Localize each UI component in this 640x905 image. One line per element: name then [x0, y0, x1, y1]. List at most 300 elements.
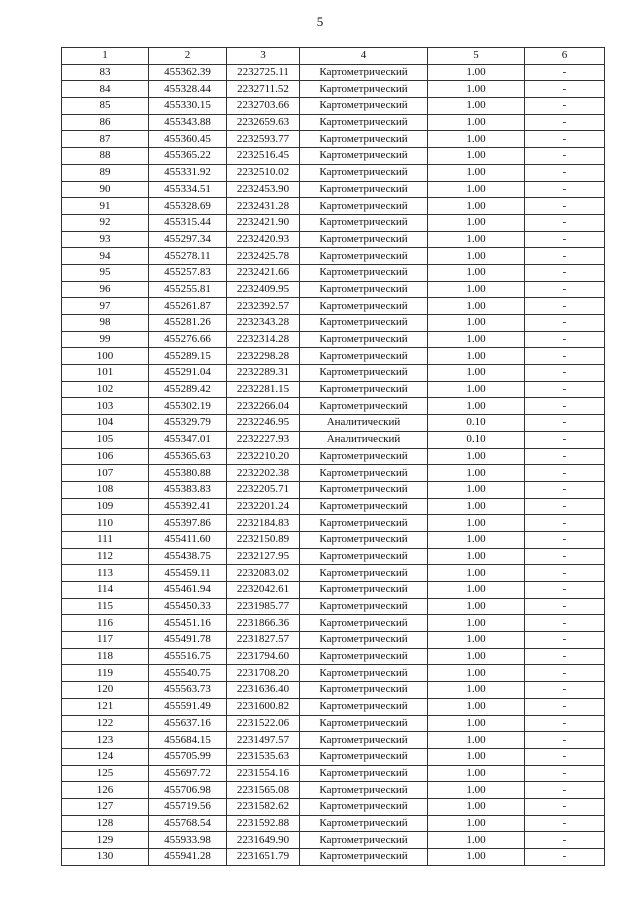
method-cell: Картометрический: [300, 248, 428, 265]
method-cell: Картометрический: [300, 298, 428, 315]
note-cell: -: [525, 615, 605, 632]
table-row: [62, 849, 605, 866]
y-coordinate-cell: 2232431.28: [227, 198, 300, 215]
note-cell: -: [525, 531, 605, 548]
point-number-cell: 118: [62, 648, 149, 665]
y-coordinate-cell: 2232314.28: [227, 331, 300, 348]
note-cell: -: [525, 365, 605, 382]
point-number-cell: 99: [62, 331, 149, 348]
point-number-cell: 116: [62, 615, 149, 632]
accuracy-cell: 1.00: [428, 849, 525, 866]
page-number: 5: [316, 14, 324, 29]
note-cell: -: [525, 131, 605, 148]
accuracy-cell: 1.00: [428, 632, 525, 649]
x-coordinate-cell: 455941.28: [149, 849, 227, 866]
method-cell: Картометрический: [300, 798, 428, 815]
method-cell: Картометрический: [300, 498, 428, 515]
table-row: [62, 498, 605, 515]
note-cell: -: [525, 81, 605, 98]
point-number-cell: 114: [62, 582, 149, 599]
coordinates-table: [61, 47, 605, 866]
accuracy-cell: 1.00: [428, 465, 525, 482]
table-row: [62, 398, 605, 415]
accuracy-cell: 1.00: [428, 748, 525, 765]
point-number-cell: 107: [62, 465, 149, 482]
point-number-cell: 130: [62, 849, 149, 866]
y-coordinate-cell: 2232453.90: [227, 181, 300, 198]
accuracy-cell: 1.00: [428, 264, 525, 281]
x-coordinate-cell: 455684.15: [149, 732, 227, 749]
column-header: 6: [525, 48, 605, 65]
point-number-cell: 127: [62, 798, 149, 815]
note-cell: -: [525, 732, 605, 749]
column-header: 2: [149, 48, 227, 65]
method-cell: Картометрический: [300, 381, 428, 398]
method-cell: Картометрический: [300, 448, 428, 465]
method-cell: Картометрический: [300, 81, 428, 98]
y-coordinate-cell: 2231592.88: [227, 815, 300, 832]
point-number-cell: 93: [62, 231, 149, 248]
x-coordinate-cell: 455331.92: [149, 164, 227, 181]
y-coordinate-cell: 2232343.28: [227, 315, 300, 332]
y-coordinate-cell: 2232409.95: [227, 281, 300, 298]
table-row: [62, 832, 605, 849]
y-coordinate-cell: 2231582.62: [227, 798, 300, 815]
y-coordinate-cell: 2232266.04: [227, 398, 300, 415]
accuracy-cell: 1.00: [428, 381, 525, 398]
method-cell: Аналитический: [300, 415, 428, 432]
column-header: 4: [300, 48, 428, 65]
method-cell: Картометрический: [300, 598, 428, 615]
y-coordinate-cell: 2232210.20: [227, 448, 300, 465]
table-row: [62, 732, 605, 749]
table-row: [62, 98, 605, 115]
y-coordinate-cell: 2232392.57: [227, 298, 300, 315]
table-header-row: [62, 48, 605, 65]
table-row: [62, 331, 605, 348]
table-row: [62, 148, 605, 165]
x-coordinate-cell: 455411.60: [149, 531, 227, 548]
accuracy-cell: 1.00: [428, 515, 525, 532]
table-row: [62, 348, 605, 365]
method-cell: Картометрический: [300, 615, 428, 632]
method-cell: Картометрический: [300, 815, 428, 832]
y-coordinate-cell: 2232659.63: [227, 114, 300, 131]
column-header: 3: [227, 48, 300, 65]
note-cell: -: [525, 381, 605, 398]
point-number-cell: 101: [62, 365, 149, 382]
method-cell: Картометрический: [300, 164, 428, 181]
accuracy-cell: 1.00: [428, 598, 525, 615]
method-cell: Картометрический: [300, 682, 428, 699]
x-coordinate-cell: 455334.51: [149, 181, 227, 198]
note-cell: -: [525, 348, 605, 365]
point-number-cell: 87: [62, 131, 149, 148]
x-coordinate-cell: 455302.19: [149, 398, 227, 415]
note-cell: -: [525, 64, 605, 81]
table-row: [62, 315, 605, 332]
note-cell: -: [525, 281, 605, 298]
accuracy-cell: 1.00: [428, 348, 525, 365]
table-row: [62, 198, 605, 215]
accuracy-cell: 0.10: [428, 415, 525, 432]
y-coordinate-cell: 2232201.24: [227, 498, 300, 515]
table-row: [62, 114, 605, 131]
method-cell: Картометрический: [300, 331, 428, 348]
accuracy-cell: 1.00: [428, 298, 525, 315]
table-row: [62, 164, 605, 181]
accuracy-cell: 1.00: [428, 715, 525, 732]
x-coordinate-cell: 455591.49: [149, 698, 227, 715]
method-cell: Картометрический: [300, 64, 428, 81]
y-coordinate-cell: 2232420.93: [227, 231, 300, 248]
x-coordinate-cell: 455459.11: [149, 565, 227, 582]
table-row: [62, 214, 605, 231]
x-coordinate-cell: 455719.56: [149, 798, 227, 815]
point-number-cell: 90: [62, 181, 149, 198]
x-coordinate-cell: 455362.39: [149, 64, 227, 81]
x-coordinate-cell: 455450.33: [149, 598, 227, 615]
method-cell: Картометрический: [300, 348, 428, 365]
point-number-cell: 89: [62, 164, 149, 181]
note-cell: -: [525, 214, 605, 231]
x-coordinate-cell: 455343.88: [149, 114, 227, 131]
point-number-cell: 122: [62, 715, 149, 732]
note-cell: -: [525, 398, 605, 415]
method-cell: Картометрический: [300, 264, 428, 281]
y-coordinate-cell: 2232246.95: [227, 415, 300, 432]
method-cell: Картометрический: [300, 465, 428, 482]
method-cell: Картометрический: [300, 665, 428, 682]
accuracy-cell: 1.00: [428, 765, 525, 782]
note-cell: -: [525, 331, 605, 348]
note-cell: -: [525, 798, 605, 815]
accuracy-cell: 1.00: [428, 582, 525, 599]
point-number-cell: 120: [62, 682, 149, 699]
x-coordinate-cell: 455261.87: [149, 298, 227, 315]
accuracy-cell: 1.00: [428, 131, 525, 148]
note-cell: -: [525, 415, 605, 432]
note-cell: -: [525, 264, 605, 281]
accuracy-cell: 1.00: [428, 665, 525, 682]
x-coordinate-cell: 455383.83: [149, 481, 227, 498]
table-row: [62, 481, 605, 498]
y-coordinate-cell: 2232711.52: [227, 81, 300, 98]
method-cell: Картометрический: [300, 565, 428, 582]
method-cell: Картометрический: [300, 765, 428, 782]
point-number-cell: 106: [62, 448, 149, 465]
table-row: [62, 365, 605, 382]
x-coordinate-cell: 455276.66: [149, 331, 227, 348]
method-cell: Картометрический: [300, 632, 428, 649]
x-coordinate-cell: 455330.15: [149, 98, 227, 115]
x-coordinate-cell: 455697.72: [149, 765, 227, 782]
table-row: [62, 582, 605, 599]
x-coordinate-cell: 455933.98: [149, 832, 227, 849]
x-coordinate-cell: 455365.63: [149, 448, 227, 465]
table-row: [62, 698, 605, 715]
note-cell: -: [525, 565, 605, 582]
note-cell: -: [525, 448, 605, 465]
accuracy-cell: 1.00: [428, 815, 525, 832]
point-number-cell: 108: [62, 481, 149, 498]
note-cell: -: [525, 648, 605, 665]
accuracy-cell: 1.00: [428, 198, 525, 215]
y-coordinate-cell: 2232593.77: [227, 131, 300, 148]
y-coordinate-cell: 2232510.02: [227, 164, 300, 181]
point-number-cell: 83: [62, 64, 149, 81]
table-row: [62, 648, 605, 665]
y-coordinate-cell: 2232421.90: [227, 214, 300, 231]
accuracy-cell: 1.00: [428, 531, 525, 548]
point-number-cell: 125: [62, 765, 149, 782]
accuracy-cell: 1.00: [428, 732, 525, 749]
table-row: [62, 565, 605, 582]
note-cell: -: [525, 231, 605, 248]
note-cell: -: [525, 665, 605, 682]
column-header: 1: [62, 48, 149, 65]
point-number-cell: 113: [62, 565, 149, 582]
table-row: [62, 248, 605, 265]
note-cell: -: [525, 298, 605, 315]
note-cell: -: [525, 148, 605, 165]
note-cell: -: [525, 114, 605, 131]
x-coordinate-cell: 455347.01: [149, 431, 227, 448]
table-row: [62, 615, 605, 632]
x-coordinate-cell: 455451.16: [149, 615, 227, 632]
note-cell: -: [525, 198, 605, 215]
x-coordinate-cell: 455289.42: [149, 381, 227, 398]
method-cell: Картометрический: [300, 748, 428, 765]
y-coordinate-cell: 2232042.61: [227, 582, 300, 599]
method-cell: Картометрический: [300, 231, 428, 248]
table-row: [62, 815, 605, 832]
point-number-cell: 119: [62, 665, 149, 682]
note-cell: -: [525, 515, 605, 532]
note-cell: -: [525, 465, 605, 482]
point-number-cell: 112: [62, 548, 149, 565]
y-coordinate-cell: 2232516.45: [227, 148, 300, 165]
y-coordinate-cell: 2232150.89: [227, 531, 300, 548]
y-coordinate-cell: 2232202.38: [227, 465, 300, 482]
method-cell: Картометрический: [300, 131, 428, 148]
accuracy-cell: 1.00: [428, 615, 525, 632]
accuracy-cell: 1.00: [428, 832, 525, 849]
y-coordinate-cell: 2231497.57: [227, 732, 300, 749]
point-number-cell: 117: [62, 632, 149, 649]
table-row: [62, 782, 605, 799]
accuracy-cell: 1.00: [428, 164, 525, 181]
accuracy-cell: 1.00: [428, 98, 525, 115]
accuracy-cell: 1.00: [428, 281, 525, 298]
x-coordinate-cell: 455291.04: [149, 365, 227, 382]
y-coordinate-cell: 2232083.02: [227, 565, 300, 582]
point-number-cell: 94: [62, 248, 149, 265]
x-coordinate-cell: 455278.11: [149, 248, 227, 265]
point-number-cell: 91: [62, 198, 149, 215]
accuracy-cell: 1.00: [428, 331, 525, 348]
x-coordinate-cell: 455397.86: [149, 515, 227, 532]
point-number-cell: 103: [62, 398, 149, 415]
table-row: [62, 281, 605, 298]
note-cell: -: [525, 682, 605, 699]
accuracy-cell: 1.00: [428, 648, 525, 665]
table-row: [62, 765, 605, 782]
method-cell: Картометрический: [300, 214, 428, 231]
method-cell: Аналитический: [300, 431, 428, 448]
note-cell: -: [525, 481, 605, 498]
accuracy-cell: 1.00: [428, 448, 525, 465]
accuracy-cell: 1.00: [428, 81, 525, 98]
method-cell: Картометрический: [300, 365, 428, 382]
x-coordinate-cell: 455255.81: [149, 281, 227, 298]
point-number-cell: 96: [62, 281, 149, 298]
y-coordinate-cell: 2231985.77: [227, 598, 300, 615]
point-number-cell: 97: [62, 298, 149, 315]
note-cell: -: [525, 431, 605, 448]
accuracy-cell: 1.00: [428, 64, 525, 81]
accuracy-cell: 1.00: [428, 698, 525, 715]
table-row: [62, 715, 605, 732]
x-coordinate-cell: 455438.75: [149, 548, 227, 565]
x-coordinate-cell: 455516.75: [149, 648, 227, 665]
accuracy-cell: 1.00: [428, 682, 525, 699]
accuracy-cell: 1.00: [428, 214, 525, 231]
table-row: [62, 298, 605, 315]
accuracy-cell: 1.00: [428, 181, 525, 198]
method-cell: Картометрический: [300, 315, 428, 332]
method-cell: Картометрический: [300, 782, 428, 799]
note-cell: -: [525, 98, 605, 115]
x-coordinate-cell: 455540.75: [149, 665, 227, 682]
y-coordinate-cell: 2232289.31: [227, 365, 300, 382]
x-coordinate-cell: 455297.34: [149, 231, 227, 248]
point-number-cell: 121: [62, 698, 149, 715]
point-number-cell: 98: [62, 315, 149, 332]
method-cell: Картометрический: [300, 181, 428, 198]
table-row: [62, 231, 605, 248]
x-coordinate-cell: 455563.73: [149, 682, 227, 699]
y-coordinate-cell: 2231554.16: [227, 765, 300, 782]
x-coordinate-cell: 455281.26: [149, 315, 227, 332]
point-number-cell: 104: [62, 415, 149, 432]
point-number-cell: 129: [62, 832, 149, 849]
x-coordinate-cell: 455329.79: [149, 415, 227, 432]
x-coordinate-cell: 455257.83: [149, 264, 227, 281]
table-row: [62, 131, 605, 148]
method-cell: Картометрический: [300, 531, 428, 548]
note-cell: -: [525, 698, 605, 715]
note-cell: -: [525, 765, 605, 782]
y-coordinate-cell: 2232205.71: [227, 481, 300, 498]
point-number-cell: 92: [62, 214, 149, 231]
x-coordinate-cell: 455380.88: [149, 465, 227, 482]
point-number-cell: 95: [62, 264, 149, 281]
table-row: [62, 381, 605, 398]
note-cell: -: [525, 548, 605, 565]
table-row: [62, 548, 605, 565]
y-coordinate-cell: 2231866.36: [227, 615, 300, 632]
method-cell: Картометрический: [300, 548, 428, 565]
table-row: [62, 465, 605, 482]
point-number-cell: 128: [62, 815, 149, 832]
accuracy-cell: 1.00: [428, 782, 525, 799]
x-coordinate-cell: 455392.41: [149, 498, 227, 515]
y-coordinate-cell: 2232425.78: [227, 248, 300, 265]
point-number-cell: 124: [62, 748, 149, 765]
table-row: [62, 798, 605, 815]
accuracy-cell: 1.00: [428, 315, 525, 332]
method-cell: Картометрический: [300, 582, 428, 599]
x-coordinate-cell: 455768.54: [149, 815, 227, 832]
table-row: [62, 64, 605, 81]
x-coordinate-cell: 455360.45: [149, 131, 227, 148]
note-cell: -: [525, 164, 605, 181]
point-number-cell: 123: [62, 732, 149, 749]
y-coordinate-cell: 2231636.40: [227, 682, 300, 699]
note-cell: -: [525, 815, 605, 832]
point-number-cell: 85: [62, 98, 149, 115]
note-cell: -: [525, 181, 605, 198]
note-cell: -: [525, 598, 605, 615]
point-number-cell: 126: [62, 782, 149, 799]
table-row: [62, 665, 605, 682]
accuracy-cell: 1.00: [428, 498, 525, 515]
method-cell: Картометрический: [300, 481, 428, 498]
note-cell: -: [525, 748, 605, 765]
point-number-cell: 88: [62, 148, 149, 165]
table-row: [62, 81, 605, 98]
point-number-cell: 115: [62, 598, 149, 615]
x-coordinate-cell: 455328.44: [149, 81, 227, 98]
method-cell: Картометрический: [300, 849, 428, 866]
point-number-cell: 109: [62, 498, 149, 515]
accuracy-cell: 1.00: [428, 248, 525, 265]
y-coordinate-cell: 2232184.83: [227, 515, 300, 532]
y-coordinate-cell: 2232127.95: [227, 548, 300, 565]
method-cell: Картометрический: [300, 715, 428, 732]
y-coordinate-cell: 2231651.79: [227, 849, 300, 866]
note-cell: -: [525, 832, 605, 849]
method-cell: Картометрический: [300, 114, 428, 131]
y-coordinate-cell: 2232227.93: [227, 431, 300, 448]
y-coordinate-cell: 2232725.11: [227, 64, 300, 81]
accuracy-cell: 1.00: [428, 565, 525, 582]
table-row: [62, 431, 605, 448]
x-coordinate-cell: 455289.15: [149, 348, 227, 365]
accuracy-cell: 1.00: [428, 548, 525, 565]
note-cell: -: [525, 498, 605, 515]
accuracy-cell: 1.00: [428, 365, 525, 382]
note-cell: -: [525, 315, 605, 332]
table-row: [62, 264, 605, 281]
accuracy-cell: 1.00: [428, 114, 525, 131]
x-coordinate-cell: 455328.69: [149, 198, 227, 215]
method-cell: Картометрический: [300, 732, 428, 749]
y-coordinate-cell: 2232421.66: [227, 264, 300, 281]
accuracy-cell: 1.00: [428, 148, 525, 165]
table-row: [62, 415, 605, 432]
method-cell: Картометрический: [300, 698, 428, 715]
accuracy-cell: 0.10: [428, 431, 525, 448]
y-coordinate-cell: 2232298.28: [227, 348, 300, 365]
point-number-cell: 105: [62, 431, 149, 448]
table-body: [62, 64, 605, 865]
point-number-cell: 102: [62, 381, 149, 398]
method-cell: Картометрический: [300, 98, 428, 115]
y-coordinate-cell: 2231535.63: [227, 748, 300, 765]
note-cell: -: [525, 632, 605, 649]
